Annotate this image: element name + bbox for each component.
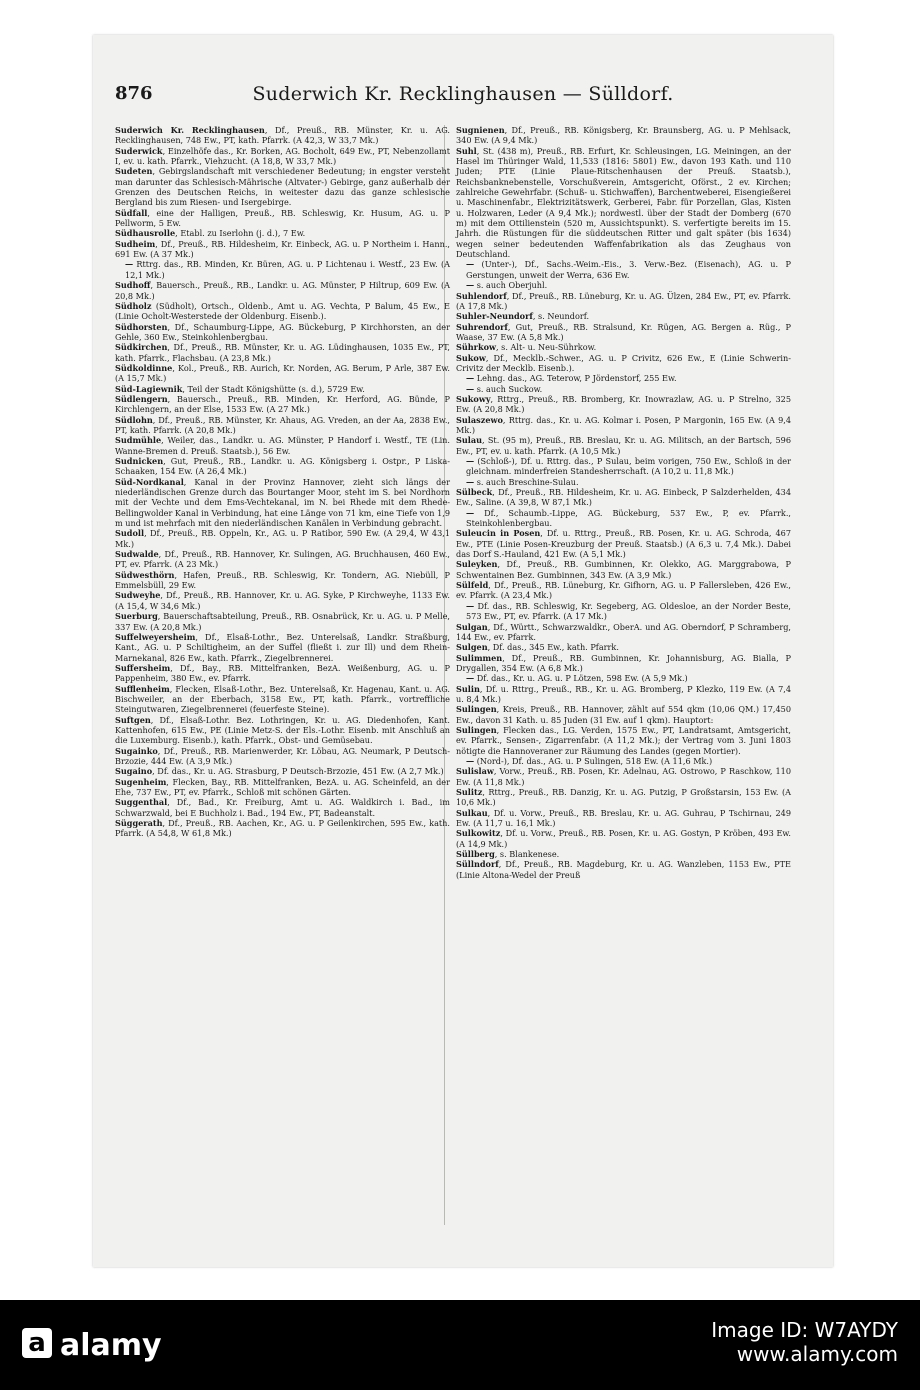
dictionary-entry bbox=[456, 435, 791, 456]
entry-term: — bbox=[466, 456, 475, 466]
dictionary-entry bbox=[456, 373, 791, 383]
entry-text: , Df., Preuß., RB. Marienwerder, Kr. Löbau, AG. Neumark, P Deutsch-Brzozie, 444 Ew. (A 3,9 Mk.) bbox=[115, 745, 450, 766]
dictionary-entry bbox=[115, 663, 450, 684]
entry-text: , Df., Preuß., RB. Lüneburg, Kr. Gifhorn, AG. u. P Fallersleben, 426 Ew., ev. Pfarrk. (A 23,4 Mk.) bbox=[456, 580, 791, 601]
entry-text: (Nord-), Df. das., AG. u. P Sulingen, 518 Ew. (A 11,6 Mk.) bbox=[474, 755, 713, 766]
entry-text: , Flecken das., LG. Verden, 1575 Ew., PT, Landratsamt, Amtsgericht, ev. Pfarrk., Sensen-, Zigarrenfabr. (A 11,2 Mk.); der Vertrag vom 3. Juni 1803 nötigte die Hannoveraner zur Räumung des Landes (gegen Mortier). bbox=[456, 724, 791, 756]
dictionary-entry bbox=[456, 673, 791, 683]
entry-text: , Vorw., Preuß., RB. Posen, Kr. Adelnau, AG. Ostrowo, P Raschkow, 110 Ew. (A 11,8 Mk.) bbox=[456, 766, 791, 787]
dictionary-entry bbox=[115, 777, 450, 798]
entry-text: , Df., Württ., Schwarzwaldkr., OberA. und AG. Oberndorf, P Schramberg, 144 Ew., ev. Pfarrk. bbox=[456, 621, 791, 642]
entry-text: Lehng. das., AG. Teterow, P Jördenstorf, 255 Ew. bbox=[474, 373, 677, 384]
dictionary-entry bbox=[456, 725, 791, 756]
dictionary-entry bbox=[456, 342, 791, 352]
dictionary-entry bbox=[115, 322, 450, 343]
dictionary-entry bbox=[115, 166, 450, 207]
book-page bbox=[93, 35, 833, 1267]
running-title: Suderwich Kr. Recklinghausen — Sülldorf. bbox=[252, 83, 674, 105]
dictionary-entry bbox=[115, 590, 450, 611]
entry-text: s. auch Breschine-Sulau. bbox=[474, 476, 579, 487]
dictionary-entry bbox=[115, 363, 450, 384]
entry-term: Suftgen bbox=[115, 714, 151, 725]
dictionary-entry bbox=[456, 580, 791, 601]
dictionary-entry bbox=[456, 653, 791, 674]
entry-text: , Df., Bad., Kr. Freiburg, Amt u. AG. Waldkirch i. Bad., im Schwarzwald, bei E Buchholz i. Bad., 194 Ew., PT, Badeanstalt. bbox=[115, 797, 450, 818]
dictionary-entry bbox=[456, 415, 791, 436]
dictionary-entry bbox=[456, 559, 791, 580]
entry-term: Sudheim bbox=[115, 238, 156, 249]
dictionary-entry bbox=[456, 311, 791, 321]
entry-term: Suggenthal bbox=[115, 797, 168, 808]
entry-term: — bbox=[466, 383, 475, 394]
dictionary-entry bbox=[115, 415, 450, 436]
entry-term: Südlohn bbox=[115, 414, 153, 425]
dictionary-entry bbox=[456, 622, 791, 643]
entry-term: — bbox=[466, 673, 475, 684]
dictionary-entry bbox=[456, 704, 791, 725]
dictionary-entry bbox=[115, 259, 450, 280]
entry-term: Sülfeld bbox=[456, 580, 489, 591]
dictionary-entry bbox=[115, 125, 450, 146]
dictionary-entry bbox=[115, 549, 450, 570]
entry-term: Südholz bbox=[115, 300, 152, 311]
entry-text: , Df., Preuß., RB. Münster, Kr. u. AG. Lüdinghausen, 1035 Ew., PT, kath. Pfarrk., Flachsbau. (A 23,8 Mk.) bbox=[115, 342, 450, 363]
dictionary-entry bbox=[115, 435, 450, 456]
entry-text: , Df., Preuß., RB. Lüneburg, Kr. u. AG. Ülzen, 284 Ew., PT, ev. Pfarrk. (A 17,8 Mk.) bbox=[456, 290, 791, 311]
dictionary-entry bbox=[115, 146, 450, 167]
entry-text: , Einzelhöfe das., Kr. Borken, AG. Bocholt, 649 Ew., PT, Nebenzollamt I, ev. u. kath. Pfarrk., Viehzucht. (A 18,8, W 33,7 Mk.) bbox=[115, 145, 450, 167]
entry-term: Sugnienen bbox=[456, 125, 505, 135]
dictionary-entry bbox=[115, 766, 450, 776]
entry-text: , Df., Preuß., RB. Hannover, Kr. Sulingen, AG. Bruchhausen, 460 Ew., PT, ev. Pfarrk. (A 23 Mk.) bbox=[115, 549, 450, 570]
entry-term: Sulimmen bbox=[456, 652, 503, 663]
dictionary-entry bbox=[115, 342, 450, 363]
entry-term: Südkirchen bbox=[115, 342, 168, 353]
entry-term: — bbox=[466, 600, 475, 611]
entry-text: , Kanal in der Provinz Hannover, zieht sich längs der niederländischen Grenze durch das Bourtanger Moor, steht im S. bei Nordhorn mit der Vechte und dem Ems-Vechtekanal, im N. bei Rhede mit dem Rhede-Bellingwolder Kanal in Verbindung, hat eine Länge von 71 km, eine Tiefe von 1,9 m und ist mehrfach mit den niederländischen Kanälen in Verbindung gebracht. bbox=[115, 476, 450, 529]
entry-text: , Df., Preuß., RB. Münster, Kr. Ahaus, AG. Vreden, an der Aa, 2838 Ew., PT, kath. Pfarrk. (A 20,8 Mk.) bbox=[115, 414, 450, 435]
dictionary-entry bbox=[456, 125, 791, 146]
dictionary-entry bbox=[456, 849, 791, 859]
entry-text: , Rttrg., Preuß., RB. Bromberg, Kr. Inowrazlaw, AG. u. P Strelno, 325 Ew. (A 20,8 Mk.) bbox=[456, 393, 791, 415]
entry-text: (Südholt), Ortsch., Oldenb., Amt u. AG. Vechta, P Balum, 45 Ew., E (Linie Ocholt-Westerstede der Oldenburg. Eisenb.). bbox=[115, 300, 450, 322]
entry-text: , Df. das., 345 Ew., kath. Pfarrk. bbox=[487, 642, 619, 653]
entry-term: Sülbeck bbox=[456, 487, 493, 498]
dictionary-entry bbox=[115, 208, 450, 229]
entry-term: — bbox=[466, 476, 475, 487]
entry-text: , Df., Preuß., RB. Oppeln, Kr., AG. u. P Ratibor, 590 Ew. (A 29,4, W 43,1 Mk.) bbox=[115, 528, 450, 549]
entry-term: Süggerath bbox=[115, 818, 163, 829]
page-number: 876 bbox=[115, 83, 153, 104]
entry-term: — bbox=[466, 259, 475, 270]
entry-text: , Df., Preuß., RB. Aachen, Kr., AG. u. P Geilenkirchen, 595 Ew., kath. Pfarrk. (A 54,8, W 61,8 Mk.) bbox=[115, 818, 450, 839]
entry-text: , St. (95 m), Preuß., RB. Breslau, Kr. u. AG. Militsch, an der Bartsch, 596 Ew., PT, ev. u. kath. Pfarrk. (A 10,5 Mk.) bbox=[456, 435, 791, 456]
entry-term: Sudweyhe bbox=[115, 590, 161, 601]
entry-term: Suderwick bbox=[115, 145, 163, 156]
entry-term: Süd-Nordkanal bbox=[115, 476, 184, 487]
page-header bbox=[115, 83, 811, 113]
entry-text: , Df., Elsaß-Lothr., Bez. Unterelsaß, Landkr. Straßburg, Kant., AG. u. P Schiltigheim, an der Suffel (fließt i. zur Ill) und dem Rhein-Marnekanal, 826 Ew., kath. Pfarrk., Ziegelbrennerei. bbox=[115, 631, 450, 663]
dictionary-entry bbox=[456, 353, 791, 374]
dictionary-entry bbox=[456, 642, 791, 652]
dictionary-entry bbox=[115, 394, 450, 415]
entry-term: Sulkau bbox=[456, 807, 488, 818]
entry-text: (Schloß-), Df. u. Rttrg. das., P Sulau, beim vorigen, 750 Ew., Schloß in der gleichnam. minderfreien Standesherrschaft. (A 10,2 u. 11,8 Mk.) bbox=[466, 456, 791, 477]
entry-term: Suffelweyersheim bbox=[115, 631, 196, 642]
entry-text: , Etabl. zu Iserlohn (j. d.), 7 Ew. bbox=[175, 228, 306, 239]
entry-text: , Df., Bay., RB. Mittelfranken, BezA. Weißenburg, AG. u. P Pappenheim, 380 Ew., ev. Pfarrk. bbox=[115, 662, 450, 684]
watermark-band bbox=[0, 1300, 920, 1390]
entry-term: Sulkowitz bbox=[456, 828, 501, 839]
entry-text: , Gebirgslandschaft mit verschiedener Bedeutung; in engster versteht man darunter das Schlesisch-Mährische (Altvater-) Gebirge, ganz außerhalb der Grenzen des Deutschen Reichs, in weitester dazu das ganze schlesische Bergland bis zum Riesen- und Isergebirge. bbox=[115, 166, 450, 208]
entry-term: — bbox=[466, 373, 475, 384]
entry-text: , Rttrg., Preuß., RB. Danzig, Kr. u. AG. Putzig, P Großstarsin, 153 Ew. (A 10,6 Mk.) bbox=[456, 787, 791, 808]
entry-term: Suerburg bbox=[115, 611, 158, 622]
dictionary-entry bbox=[115, 456, 450, 477]
dictionary-entry bbox=[115, 818, 450, 839]
entry-term: Sudeten bbox=[115, 166, 153, 177]
entry-text: , Df. das., Kr. u. AG. Strasburg, P Deutsch-Brzozie, 451 Ew. (A 2,7 Mk.) bbox=[152, 766, 444, 777]
entry-text: , Rttrg. das., Kr. u. AG. Kolmar i. Posen, P Margonin, 165 Ew. (A 9,4 Mk.) bbox=[456, 414, 791, 435]
dictionary-entry bbox=[115, 570, 450, 591]
dictionary-entry bbox=[456, 280, 791, 290]
dictionary-entry bbox=[456, 259, 791, 280]
entry-term: Südfall bbox=[115, 207, 148, 218]
left-column bbox=[115, 125, 450, 839]
entry-text: , Df., Preuß., RB. Hildesheim, Kr. u. AG. Einbeck, P Salzderhelden, 434 Ew., Saline. (A 39,8, W 87,1 Mk.) bbox=[456, 487, 791, 508]
dictionary-entry bbox=[456, 528, 791, 559]
entry-term: — bbox=[466, 755, 475, 766]
entry-term: Sudmühle bbox=[115, 435, 162, 446]
entry-text: , Kol., Preuß., RB. Aurich, Kr. Norden, AG. Berum, P Arle, 387 Ew. (A 15,7 Mk.) bbox=[115, 362, 450, 384]
entry-text: , Bauerschaftsabteilung, Preuß., RB. Osnabrück, Kr. u. AG. u. P Melle, 337 Ew. (A 20,8 Mk.) bbox=[115, 611, 450, 632]
entry-text: , Teil der Stadt Königshütte (s. d.), 5729 Ew. bbox=[182, 383, 365, 394]
entry-term: Sulau bbox=[456, 435, 483, 446]
entry-text: , St. (438 m), Preuß., RB. Erfurt, Kr. Schleusingen, LG. Meiningen, an der Hasel im Thüringer Wald, 11,533 (1816: 5801) Ew., davon 193 Kath. und 110 Juden; PTE (Linie Plaue-Ritschenhausen der Preuß. Staatsb.), Reichsbanknebenstelle, Vorschußverein, Amtsgericht, Oförst., 2 ev. Kirchen; zahlreiche Gewehrfabr. (Schuß- u. Stichwaffen), Barchentweberei, Eisengießerei u. Maschinenfabr., Elektrizitätswerk, Gerberei, Fabr. für Porzellan, Glas, Kisten u. Holzwaren, Leder (A 9,4 Mk.); nordwestl. über der Stadt der Domberg (670 m) mit dem Ottilienstein (520 m, Aussichtspunkt). S. verfertigte bereits im 15. Jahrh. die Rüstungen für die süddeutschen Ritter und galt später (bis 1634) wegen seiner bedeutenden Waffenfabrikation als das Zeughaus von Deutschland. bbox=[456, 145, 791, 260]
entry-text: , Df., Preuß., RB. Gumbinnen, Kr. Johannisburg, AG. Bialla, P Drygallen, 354 Ew. (A 6,8 Mk.) bbox=[456, 652, 791, 673]
dictionary-entry bbox=[456, 601, 791, 622]
entry-text: , Flecken, Elsaß-Lothr., Bez. Unterelsaß, Kr. Hagenau, Kant. u. AG. Bischweiler, an der Eberbach, 3158 Ew., PT, kath. Pfarrk., vortreffliche Steingutwaren, Ziegelbrennerei (feuerfeste Steine). bbox=[115, 683, 450, 715]
entry-term: Sulgen bbox=[456, 642, 488, 653]
image-id: Image ID: W7AYDY bbox=[711, 1318, 898, 1342]
entry-text: , Df., Preuß., RB. Hannover, Kr. u. AG. Syke, P Kirchweyhe, 1133 Ew. (A 15,4, W 34,6 Mk.) bbox=[115, 590, 450, 611]
entry-text: , s. Blankenese. bbox=[494, 849, 560, 860]
entry-term: Südkoldinne bbox=[115, 362, 173, 373]
entry-text: , s. Alt- u. Neu-Sührkow. bbox=[496, 342, 597, 353]
entry-text: , Df. u. Vorw., Preuß., RB. Breslau, Kr. u. AG. Guhrau, P Tschirnau, 249 Ew. (A 11,7 u. 16,1 Mk.) bbox=[456, 807, 791, 829]
entry-text: Df., Schaumb.-Lippe, AG. Bückeburg, 537 Ew., P, ev. Pfarrk., Steinkohlenbergbau. bbox=[466, 507, 791, 529]
entry-text: , Df., Preuß., RB. Königsberg, Kr. Braunsberg, AG. u. P Mehlsack, 340 Ew. (A 9,4 Mk.) bbox=[456, 125, 791, 146]
entry-text: , Hafen, Preuß., RB. Schleswig, Kr. Tondern, AG. Niebüll, P Emmelsbüll, 29 Ew. bbox=[115, 569, 450, 591]
entry-text: , eine der Halligen, Preuß., RB. Schleswig, Kr. Husum, AG. u. P Pellworm, 5 Ew. bbox=[115, 207, 450, 229]
dictionary-entry bbox=[456, 384, 791, 394]
entry-text: , Flecken, Bay., RB. Mittelfranken, BezA. u. AG. Scheinfeld, an der Ehe, 737 Ew., PT, ev. Pfarrk., Schloß mit schönen Gärten. bbox=[115, 776, 450, 797]
entry-text: , Gut, Preuß., RB., Landkr. u. AG. Königsberg i. Ostpr., P Liska-Schaaken, 154 Ew. (A 26,4 Mk.) bbox=[115, 456, 450, 477]
dictionary-entry bbox=[115, 715, 450, 746]
entry-text: s. auch Oberjuhl. bbox=[474, 280, 548, 291]
entry-term: Sulaszewo bbox=[456, 414, 503, 425]
dictionary-entry bbox=[115, 528, 450, 549]
dictionary-entry bbox=[456, 756, 791, 766]
dictionary-entry bbox=[456, 322, 791, 343]
entry-text: , Df., Preuß., RB. Magdeburg, Kr. u. AG. Wanzleben, 1153 Ew., PTE (Linie Altona-Wedel der Preuß bbox=[456, 859, 791, 880]
entry-text: , Df., Elsaß-Lothr. Bez. Lothringen, Kr. u. AG. Diedenhofen, Kant. Kattenhofen, 615 Ew., PE (Linie Metz-S. der Els.-Lothr. Eisenb. mit Anschluß an die Luxemburg. Eisenb.), kath. Pfarrk., Obst- und Gemüsebau. bbox=[115, 714, 450, 746]
entry-term: — bbox=[466, 507, 475, 518]
entry-term: Suderwich Kr. Recklinghausen bbox=[115, 125, 265, 135]
entry-text: , Kreis, Preuß., RB. Hannover, zählt auf 554 qkm (10,06 QM.) 17,450 Ew., davon 31 Kath. u. 85 Juden (31 Ew. auf 1 qkm). Hauptort: bbox=[456, 704, 791, 725]
dictionary-entry bbox=[115, 797, 450, 818]
entry-term: Suhrendorf bbox=[456, 321, 508, 332]
dictionary-entry bbox=[456, 808, 791, 829]
entry-term: Sulingen bbox=[456, 724, 497, 735]
entry-term: Südwesthörn bbox=[115, 569, 175, 580]
entry-term: — bbox=[466, 280, 475, 291]
entry-text: Df. das., Kr. u. AG. u. P Lötzen, 598 Ew. (A 5,9 Mk.) bbox=[474, 673, 688, 684]
dictionary-entry bbox=[115, 632, 450, 663]
entry-term: Sulitz bbox=[456, 787, 483, 797]
entry-term: Sudoll bbox=[115, 528, 145, 539]
dictionary-entry bbox=[456, 477, 791, 487]
dictionary-entry bbox=[115, 280, 450, 301]
dictionary-entry bbox=[456, 487, 791, 508]
entry-term: Sührkow bbox=[456, 342, 497, 353]
dictionary-entry bbox=[115, 684, 450, 715]
image-id-block bbox=[711, 1318, 898, 1366]
entry-text: s. auch Suckow. bbox=[474, 383, 543, 394]
entry-term: Suffersheim bbox=[115, 662, 171, 673]
entry-term: Süllndorf bbox=[456, 859, 499, 870]
dictionary-entry bbox=[115, 301, 450, 322]
entry-term: Sukow bbox=[456, 352, 486, 363]
dictionary-entry bbox=[456, 291, 791, 312]
entry-text: , Df., Preuß., RB. Münster, Kr. u. AG. Recklinghausen, 748 Ew., PT, kath. Pfarrk. (A 42,3, W 33,7 Mk.) bbox=[115, 125, 450, 146]
dictionary-entry bbox=[456, 684, 791, 705]
entry-text: , Bauersch., Preuß., RB. Minden, Kr. Herford, AG. Bünde, P Kirchlengern, an der Else, 1533 Ew. (A 27 Mk.) bbox=[115, 393, 450, 415]
entry-term: Südlengern bbox=[115, 393, 168, 404]
entry-term: Süllberg bbox=[456, 849, 495, 860]
dictionary-entry bbox=[115, 239, 450, 260]
entry-term: Sudnicken bbox=[115, 456, 164, 466]
entry-term: Sugainko bbox=[115, 745, 158, 756]
entry-text: Df. das., RB. Schleswig, Kr. Segeberg, AG. Oldesloe, an der Norder Beste, 573 Ew., PT, ev. Pfarrk. (A 17 Mk.) bbox=[466, 600, 791, 622]
entry-term: Sulingen bbox=[456, 704, 497, 715]
entry-term: Südhorsten bbox=[115, 321, 168, 332]
dictionary-entry bbox=[456, 508, 791, 529]
dictionary-entry bbox=[456, 146, 791, 260]
entry-term: — bbox=[125, 259, 134, 270]
dictionary-entry bbox=[456, 456, 791, 477]
dictionary-entry bbox=[115, 611, 450, 632]
entry-term: Sudhoff bbox=[115, 280, 151, 291]
entry-term: Sugenheim bbox=[115, 776, 167, 787]
dictionary-entry bbox=[456, 787, 791, 808]
entry-text: , Gut, Preuß., RB. Stralsund, Kr. Rügen, AG. Bergen a. Rüg., P Waase, 37 Ew. (A 5,8 Mk.) bbox=[456, 321, 791, 342]
entry-text: , Df., Preuß., RB. Hildesheim, Kr. Einbeck, AG. u. P Northeim i. Hann., 691 Ew. (A 37 Mk.) bbox=[115, 238, 450, 260]
dictionary-entry bbox=[456, 828, 791, 849]
entry-term: Süd-Lagiewnik bbox=[115, 383, 183, 394]
alamy-logo bbox=[22, 1328, 162, 1363]
dictionary-entry bbox=[456, 394, 791, 415]
entry-term: Suleyken bbox=[456, 559, 498, 570]
entry-text: , Df. u. Vorw., Preuß., RB. Posen, Kr. u. AG. Gostyn, P Kröben, 493 Ew. (A 14,9 Mk.) bbox=[456, 828, 791, 849]
entry-term: Sudwalde bbox=[115, 549, 159, 560]
site-url: www.alamy.com bbox=[736, 1342, 898, 1366]
entry-text: , Df., Mecklb.-Schwer., AG. u. P Crivitz, 626 Ew., E (Linie Schwerin-Crivitz der Mecklb. Eisenb.). bbox=[456, 352, 791, 373]
entry-term: Suleucin in Posen bbox=[456, 528, 541, 539]
alamy-wordmark: alamy bbox=[60, 1328, 162, 1363]
entry-term: Sulislaw bbox=[456, 766, 494, 777]
alamy-a-icon: a bbox=[22, 1328, 52, 1358]
entry-text: , Weiler, das., Landkr. u. AG. Münster, P Handorf i. Westf., TE (Lin. Wanne-Bremen d. Preuß. Staatsb.), 56 Ew. bbox=[115, 435, 450, 456]
dictionary-entry bbox=[456, 859, 791, 880]
dictionary-entry bbox=[115, 477, 450, 529]
entry-text: , Df., Preuß., RB. Gumbinnen, Kr. Olekko, AG. Marggrabowa, P Schwentainen Bez. Gumbinnen, 343 Ew. (A 3,9 Mk.) bbox=[456, 559, 791, 580]
dictionary-entry bbox=[115, 384, 450, 394]
entry-term: Sulgan bbox=[456, 621, 488, 632]
entry-text: , s. Neundorf. bbox=[532, 311, 590, 322]
entry-term: Sukowy bbox=[456, 393, 491, 404]
entry-text: , Df., Schaumburg-Lippe, AG. Bückeburg, P Kirchhorsten, an der Gehle, 360 Ew., Steinkohlenbergbau. bbox=[115, 321, 450, 342]
entry-text: , Bauersch., Preuß., RB., Landkr. u. AG. Münster, P Hiltrup, 609 Ew. (A 20,8 Mk.) bbox=[115, 280, 450, 301]
entry-term: Südhausrolle bbox=[115, 228, 176, 239]
right-column bbox=[456, 125, 791, 880]
entry-text: Rttrg. das., RB. Minden, Kr. Büren, AG. u. P Lichtenau i. Westf., 23 Ew. (A 12,1 Mk.) bbox=[125, 259, 450, 280]
entry-term: Suhl bbox=[456, 145, 477, 156]
entry-term: Suhler-Neundorf bbox=[456, 311, 533, 322]
entry-text: (Unter-), Df., Sachs.-Weim.-Eis., 3. Verw.-Bez. (Eisenach), AG. u. P Gerstungen, unweit der Werra, 636 Ew. bbox=[466, 259, 791, 280]
entry-term: Suhlendorf bbox=[456, 290, 507, 301]
entry-text: , Df. u. Rttrg., Preuß., RB. Posen, Kr. u. AG. Schroda, 467 Ew., PTE (Linie Posen-Kreuzburg der Preuß. Staatsb.) (A 6,3 u. 7,4 Mk.). Dabei das Dorf S.-Hauland, 421 Ew. (A 5,1 Mk.) bbox=[456, 528, 791, 560]
dictionary-entry bbox=[115, 228, 450, 238]
entry-term: Sufflenheim bbox=[115, 683, 170, 694]
entry-term: Sugaino bbox=[115, 766, 153, 777]
entry-term: Sulin bbox=[456, 683, 480, 694]
dictionary-entry bbox=[456, 766, 791, 787]
entry-text: , Df. u. Rttrg., Preuß., RB., Kr. u. AG. Bromberg, P Klezko, 119 Ew. (A 7,4 u. 8,4 Mk.) bbox=[456, 683, 791, 704]
dictionary-entry bbox=[115, 746, 450, 767]
